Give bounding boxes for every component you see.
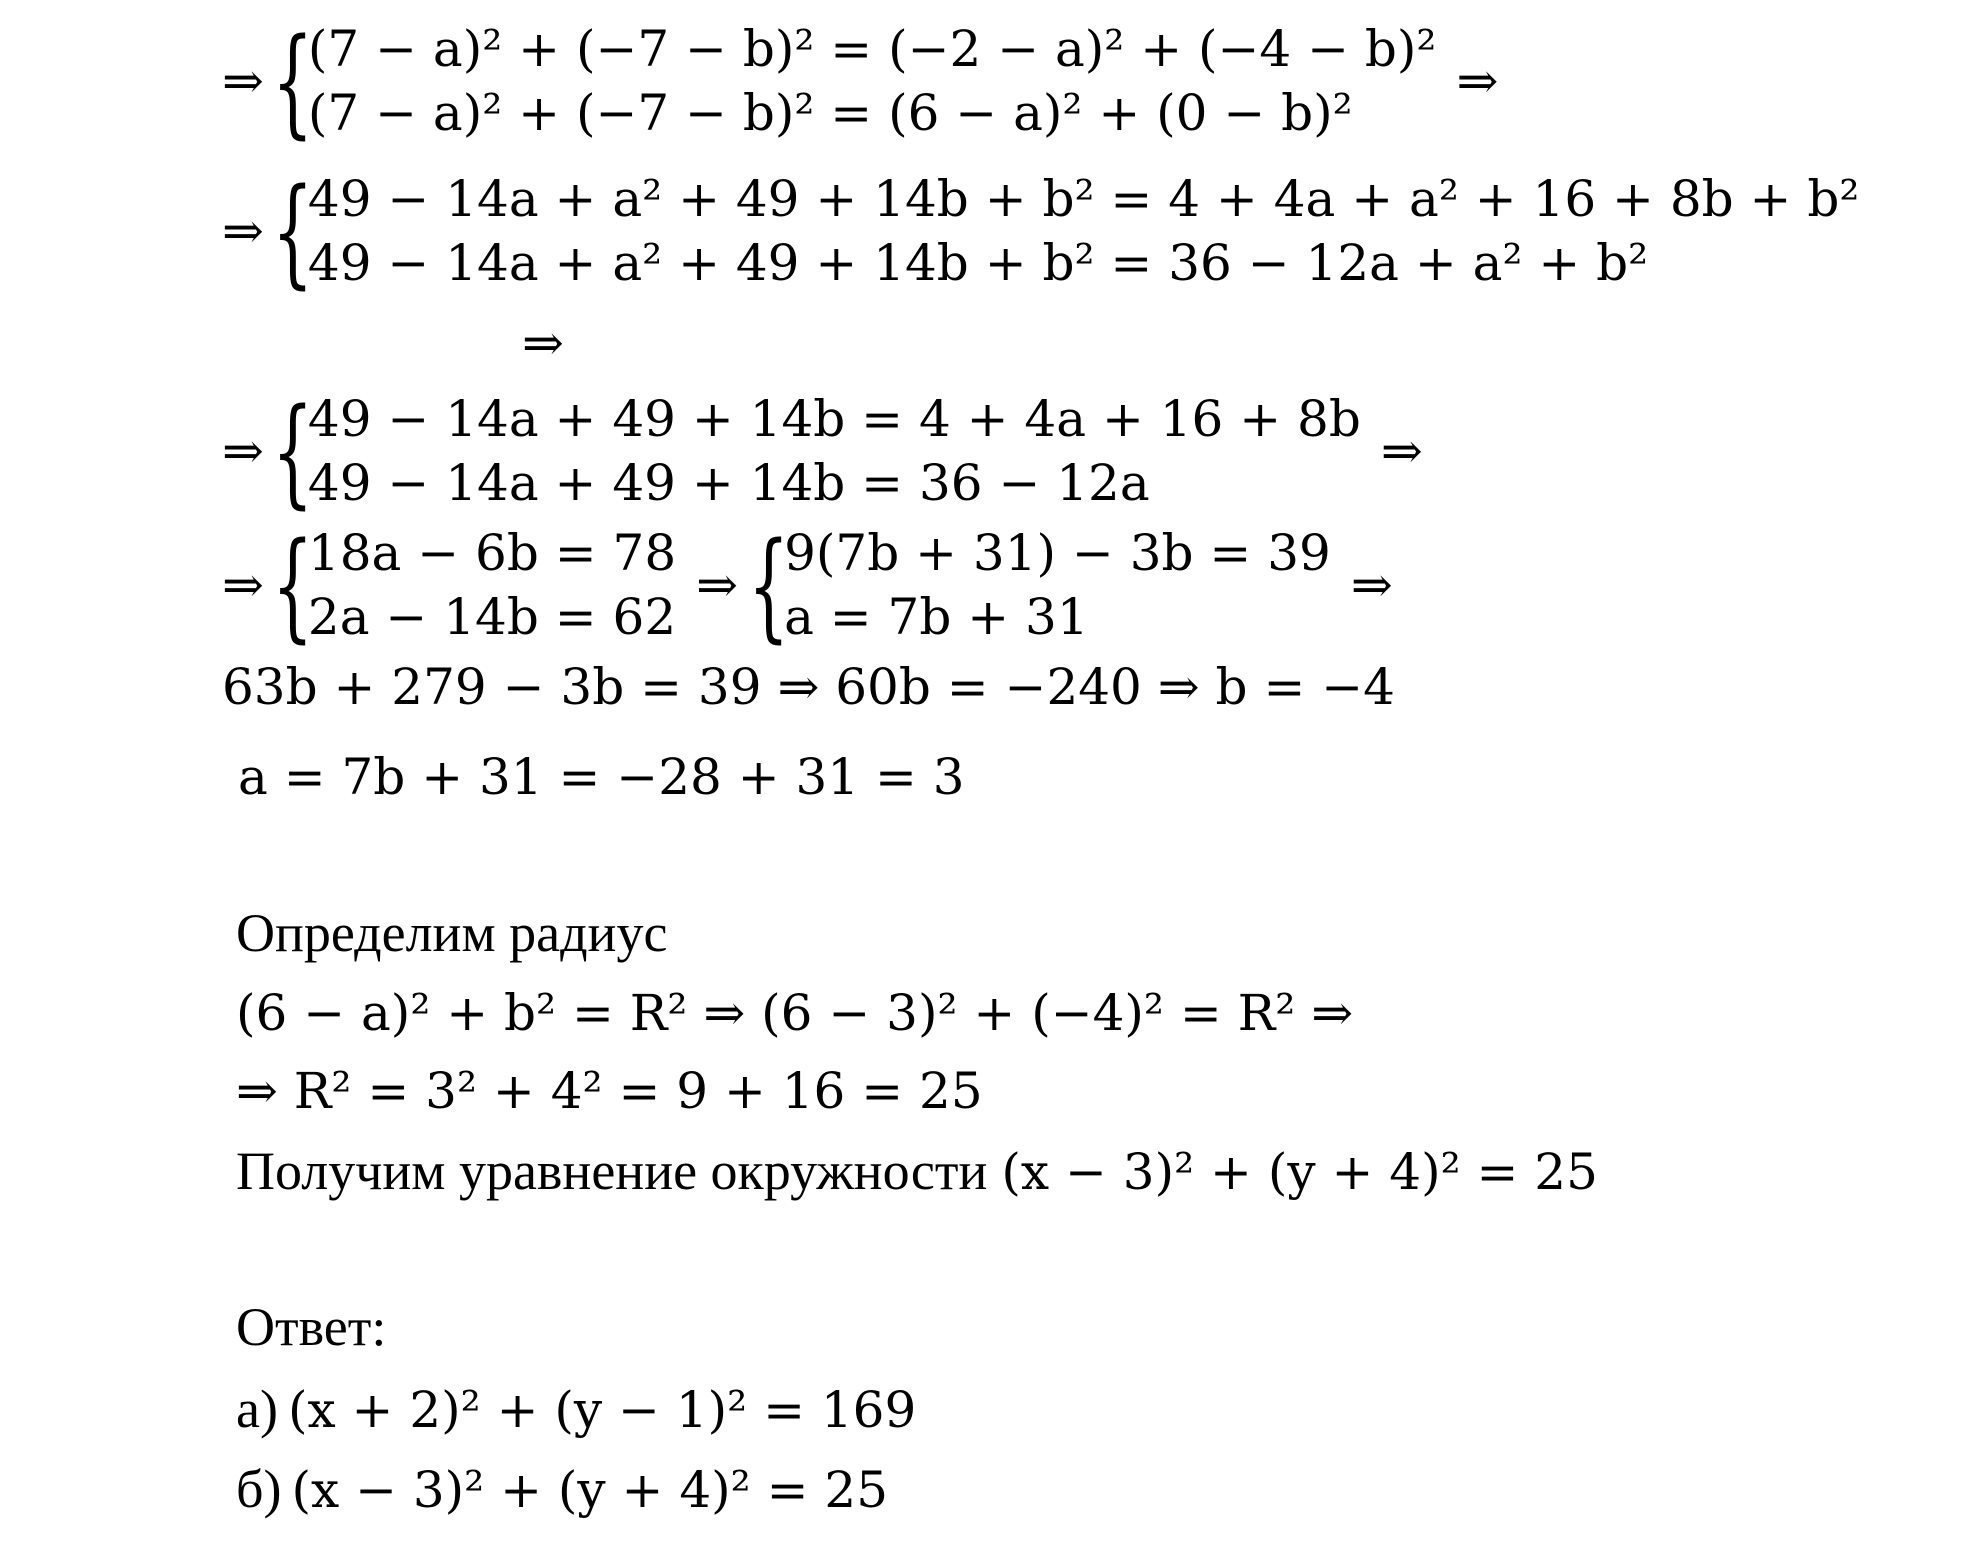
system-row: 18a − 6b = 78 <box>307 524 677 582</box>
system-row: 2a − 14b = 62 <box>307 588 677 646</box>
answer-a-label: а) <box>236 1379 278 1439</box>
radius-heading: Определим радиус <box>236 903 668 963</box>
circle-equation-line <box>236 1141 1598 1201</box>
answer-b-label: б) <box>236 1459 282 1519</box>
system-row: 49 − 14a + 49 + 14b = 36 − 12a <box>307 454 1150 512</box>
system-row: 49 − 14a + a² + 49 + 14b + b² = 4 + 4a + a² + 16 + 8b + b² <box>307 170 1860 228</box>
implies-arrow: ⇒ <box>1350 556 1393 614</box>
system-row: 9(7b + 31) − 3b = 39 <box>784 524 1331 582</box>
system-row: 49 − 14a + 49 + 14b = 4 + 4a + 16 + 8b <box>307 390 1361 448</box>
system-rows <box>307 170 1860 292</box>
brace-icon: { <box>271 516 314 654</box>
system-rows <box>784 524 1331 646</box>
equation-b: 63b + 279 − 3b = 39 ⇒ 60b = −240 ⇒ b = −4 <box>222 658 1395 716</box>
system-row: (7 − a)² + (−7 − b)² = (−2 − a)² + (−4 − b)² <box>307 20 1437 78</box>
implies-arrow: ⇒ <box>222 556 264 614</box>
equation-system-3 <box>222 382 1423 520</box>
system-rows <box>307 524 677 646</box>
circle-equation: (x − 3)² + (y + 4)² = 25 <box>1001 1143 1598 1201</box>
system-row: (7 − a)² + (−7 − b)² = (6 − a)² + (0 − b)² <box>307 84 1353 142</box>
brace-icon: { <box>271 162 314 300</box>
brace-icon: { <box>271 12 314 150</box>
answer-a-equation: (x + 2)² + (y − 1)² = 169 <box>287 1381 917 1439</box>
equation-system-4 <box>222 516 1393 654</box>
implies-arrow: ⇒ <box>222 52 264 110</box>
circle-text: Получим уравнение окружности <box>236 1141 988 1201</box>
equation-system-2 <box>222 162 1860 300</box>
equation-system-1 <box>222 12 1499 150</box>
brace-icon: { <box>748 516 790 654</box>
implies-arrow: ⇒ <box>1380 422 1423 480</box>
answer-a <box>236 1379 917 1439</box>
implies-arrow: ⇒ <box>222 422 264 480</box>
answer-b-equation: (x − 3)² + (y + 4)² = 25 <box>291 1461 889 1519</box>
radius-equation-1: (6 − a)² + b² = R² ⇒ (6 − 3)² + (−4)² = R² ⇒ <box>236 984 1354 1042</box>
brace-icon: { <box>271 382 314 520</box>
implies-arrow: ⇒ <box>696 556 739 614</box>
system-row: 49 − 14a + a² + 49 + 14b + b² = 36 − 12a + a² + b² <box>307 234 1649 292</box>
implies-arrow: ⇒ <box>222 202 264 260</box>
implies-arrow: ⇒ <box>522 314 564 372</box>
equation-a: a = 7b + 31 = −28 + 31 = 3 <box>238 748 965 806</box>
system-row: a = 7b + 31 <box>784 588 1089 646</box>
answer-heading: Ответ: <box>236 1297 387 1357</box>
answer-b <box>236 1459 889 1519</box>
implies-arrow: ⇒ <box>1456 52 1499 110</box>
radius-equation-2: ⇒ R² = 3² + 4² = 9 + 16 = 25 <box>236 1062 983 1120</box>
system-rows <box>307 390 1361 512</box>
system-rows <box>307 20 1437 142</box>
